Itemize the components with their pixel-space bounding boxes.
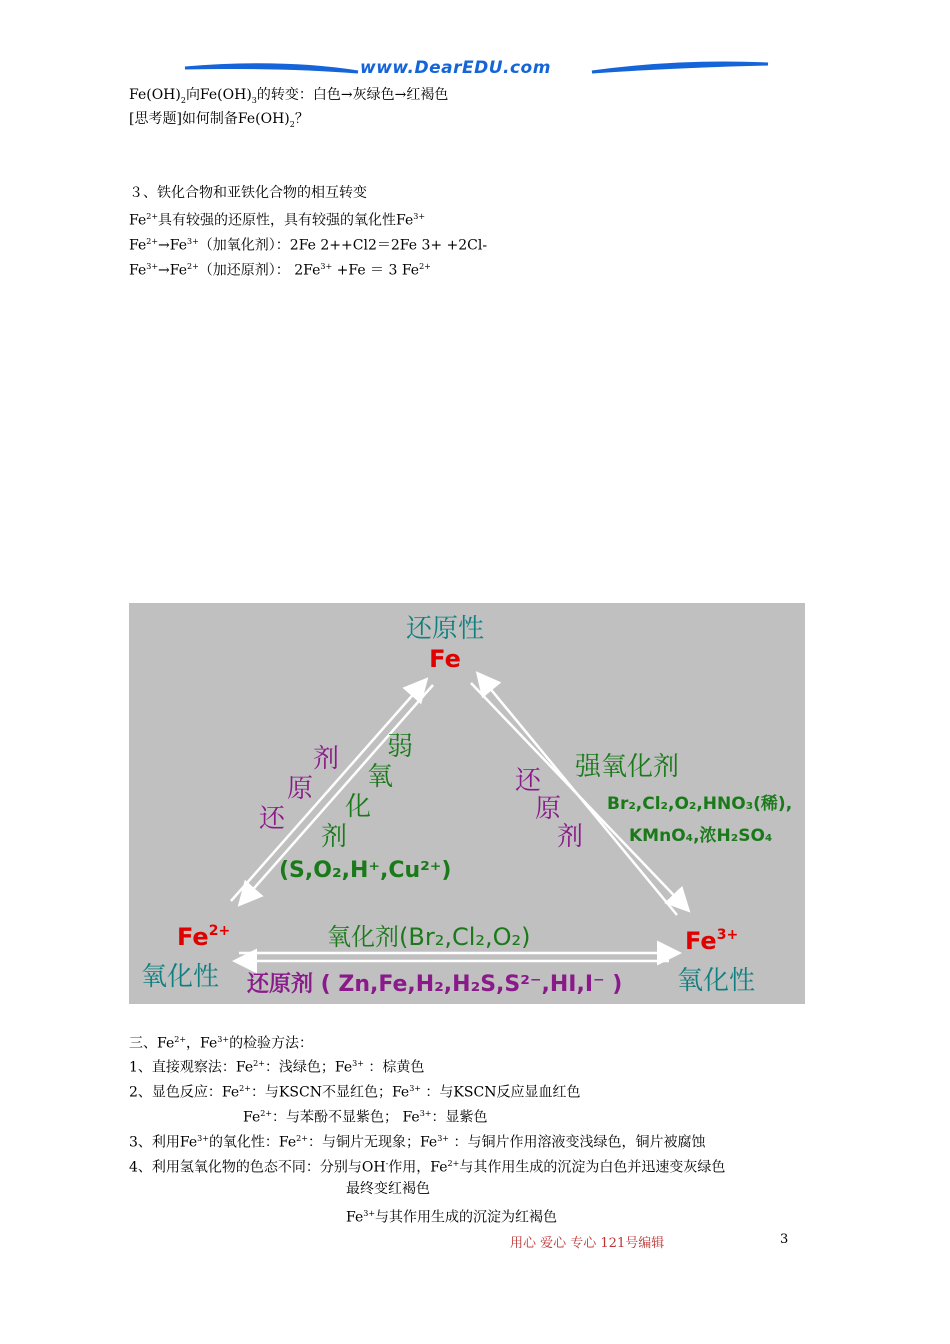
right-species: $Fe^{3+}$ xyxy=(685,927,739,955)
tests-title: 三、$Fe^{2+}$，$Fe^{3+}$的检验方法： xyxy=(129,1035,314,1052)
right-reducer-char-3: 剂 xyxy=(557,822,584,852)
left-label: 氧化性 xyxy=(141,962,220,992)
section-3-line-3: $Fe^{3+}\to Fe^{2+}$（加还原剂）： $2Fe^{3+} +Fe = 3$ $Fe^{2+}$ xyxy=(129,262,431,279)
method-4: 4、利用氢氧化物的色态不同：分别与OH-作用，$Fe^{2+}$与其作用生成的沉淀为白色并迅速变灰绿色 xyxy=(129,1159,726,1176)
bottom-oxidizer: 氧化剂(Br₂,Cl₂,O₂) xyxy=(327,923,531,951)
left-oxidizer-char-3: 化 xyxy=(345,792,372,822)
iron-triangle-diagram xyxy=(129,603,805,1004)
method-2: 2、显色反应：$Fe^{2+}$：与KSCN不显红色；$Fe^{3+}$ ：与KSCN反应显血红色 xyxy=(129,1084,581,1101)
right-label: 氧化性 xyxy=(677,966,756,996)
method-4-line-2: 最终变红褐色 xyxy=(346,1181,430,1197)
top-species: Fe xyxy=(429,645,461,673)
method-4-line-3: $Fe^{3+}$与其作用生成的沉淀为红褐色 xyxy=(346,1209,558,1226)
left-oxidizer-char-2: 氧 xyxy=(367,762,394,792)
fe-oh-transformation-line: $Fe(OH)_2$向$Fe(OH)_3$的转变：白色→灰绿色→红褐色 xyxy=(129,87,449,105)
method-2-phenol: $Fe^{2+}$：与苯酚不显紫色； $Fe^{3+}$：显紫色 xyxy=(243,1109,488,1126)
method-3: 3、利用$Fe^{3+}$的氧化性：$Fe^{2+}$：与铜片无现象；$Fe^{3+}$ ：与铜片作用溶液变浅绿色，铜片被腐蚀 xyxy=(129,1134,706,1151)
site-logo: www.DearEDU.com xyxy=(360,58,551,78)
section-3-line-1: $Fe^{2+}$具有较强的还原性，具有较强的氧化性$Fe^{3+}$ xyxy=(129,212,426,229)
right-oxidizer-title: 强氧化剂 xyxy=(575,752,680,782)
left-oxidizer-char-1: 弱 xyxy=(387,732,414,762)
bottom-reducer: 还原剂 ( Zn,Fe,H₂,H₂S,S²⁻,HI,I⁻ ) xyxy=(247,972,623,997)
left-reducer-char-1: 剂 xyxy=(313,744,340,774)
left-oxidizer-char-4: 剂 xyxy=(321,822,348,852)
page-number: 3 xyxy=(780,1232,789,1247)
section-3-line-2: $Fe^{2+}\to Fe^{3+}$（加氧化剂）：2Fe 2++Cl2＝2Fe 3+ +2Cl- xyxy=(129,237,488,254)
left-reducer-char-3: 还 xyxy=(259,804,286,834)
footer-editor-note: 用心 爱心 专心 121号编辑 xyxy=(510,1236,665,1251)
section-3-title: ３、铁化合物和亚铁化合物的相互转变 xyxy=(129,185,367,201)
right-reducer-char-1: 还 xyxy=(515,766,542,796)
method-1: 1、直接观察法：$Fe^{2+}$：浅绿色；$Fe^{3+}$ ：棕黄色 xyxy=(129,1059,425,1076)
right-oxidizer-agents-1: Br₂,Cl₂,O₂,HNO₃(稀), xyxy=(607,794,793,814)
right-reducer-char-2: 原 xyxy=(535,794,562,824)
left-reducer-char-2: 原 xyxy=(287,774,314,804)
think-question-line: [思考题]如何制备$Fe(OH)_2$？ xyxy=(129,111,309,129)
left-oxidizer-agents: (S,O₂,H⁺,Cu²⁺) xyxy=(279,858,452,883)
top-label: 还原性 xyxy=(405,614,485,644)
left-species: $Fe^{2+}$ xyxy=(177,923,231,951)
right-oxidizer-agents-2: KMnO₄,浓H₂SO₄ xyxy=(629,826,773,846)
